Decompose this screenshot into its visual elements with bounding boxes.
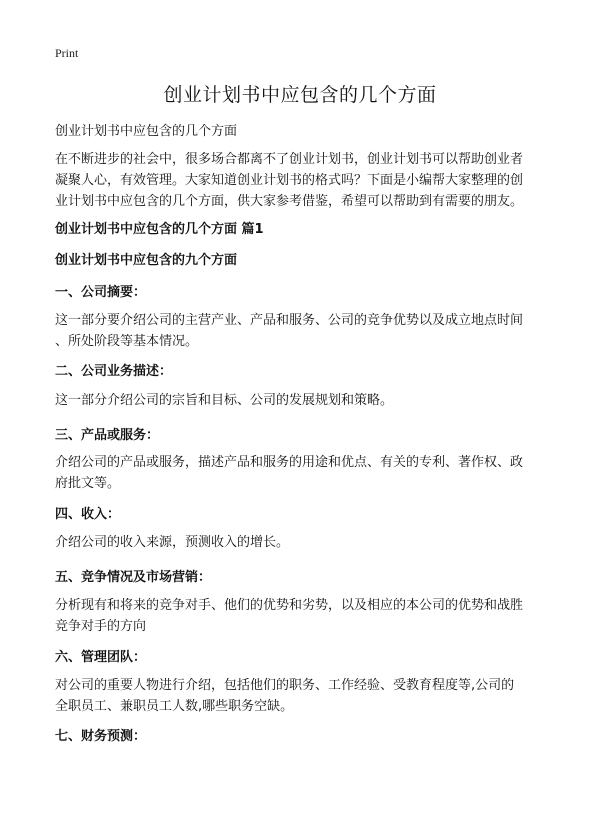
item-body-competition [55, 595, 555, 637]
item-heading-business: 二、公司业务描述： [55, 364, 173, 379]
intro-line: 在不断进步的社会中，很多场合都离不了创业计划书，创业计划书可以帮助创业者 [55, 152, 524, 167]
document-subtitle: 创业计划书中应包含的几个方面 [55, 124, 238, 139]
body-line: 、所处阶段等基本情况。 [55, 334, 199, 349]
body-line: 对公司的重要人物进行介绍，包括他们的职务、工作经验、受教育程度等,公司的 [55, 678, 515, 693]
item-body-income [55, 532, 555, 553]
body-line: 分析现有和将来的竞争对手、他们的优势和劣势，以及相应的本公司的优势和战胜 [55, 598, 524, 613]
item-body-products [55, 452, 555, 494]
body-line: 竞争对手的方向 [55, 619, 147, 634]
intro-paragraph [55, 149, 555, 212]
intro-line: 业计划书中应包含的几个方面，供大家参考借鉴，希望可以帮助到有需要的朋友。 [55, 194, 524, 209]
item-heading-income: 四、收入： [55, 507, 121, 522]
body-line: 介绍公司的产品或服务，描述产品和服务的用途和优点、有关的专利、著作权、政 [55, 455, 524, 470]
item-heading-team: 六、管理团队： [55, 650, 147, 665]
document-title: 创业计划书中应包含的几个方面 [163, 84, 437, 106]
body-line: 府批文等。 [55, 476, 121, 491]
item-heading-products: 三、产品或服务： [55, 428, 160, 443]
item-heading-finance: 七、财务预测： [55, 729, 147, 744]
item-body-business [55, 390, 555, 411]
body-line: 这一部分要介绍公司的主营产业、产品和服务、公司的竞争优势以及成立地点时间 [55, 313, 524, 328]
print-label: Print [55, 46, 79, 60]
item-body-team [55, 675, 555, 717]
item-heading-competition: 五、竞争情况及市场营销： [55, 570, 212, 585]
item-heading-summary: 一、公司摘要： [55, 285, 147, 300]
item-body-summary [55, 310, 555, 352]
body-line: 介绍公司的收入来源，预测收入的增长。 [55, 535, 290, 550]
section-subtitle: 创业计划书中应包含的九个方面 [55, 253, 238, 268]
body-line: 这一部分介绍公司的宗旨和目标、公司的发展规划和策略。 [55, 393, 394, 408]
body-line: 全职员工、兼职员工人数,哪些职务空缺。 [55, 699, 294, 714]
section-title: 创业计划书中应包含的几个方面 篇1 [55, 222, 264, 237]
intro-line: 凝聚人心，有效管理。大家知道创业计划书的格式吗？下面是小编帮大家整理的创 [55, 173, 524, 188]
